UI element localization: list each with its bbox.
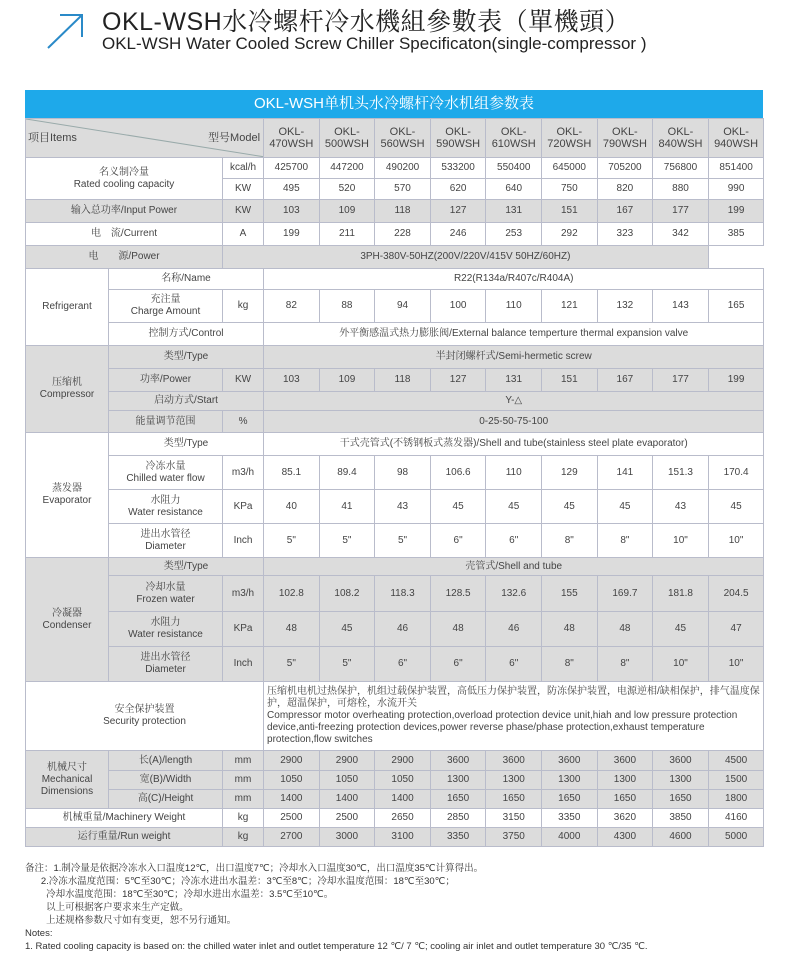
- value-cell: 5": [319, 524, 375, 558]
- row-label: 控制方式/Control: [109, 323, 264, 346]
- value-cell: 228: [375, 223, 431, 246]
- value-cell: 292: [542, 223, 598, 246]
- unit: kg: [223, 828, 264, 847]
- value-cell: 550400: [486, 158, 542, 179]
- value-cell: 1300: [653, 771, 709, 790]
- row-label: 类型/Type: [109, 433, 264, 456]
- note-line: 以上可根据客户要求来生产定做。: [25, 902, 189, 913]
- value-cell: 1300: [430, 771, 486, 790]
- value-cell: 1800: [708, 790, 764, 809]
- value-cell: 43: [375, 490, 431, 524]
- value-cell: 127: [430, 369, 486, 392]
- table-row: [26, 490, 764, 524]
- unit: kcal/h: [223, 158, 264, 179]
- value-cell: 10": [653, 524, 709, 558]
- value-cell: 323: [597, 223, 653, 246]
- row-label: 类型/Type: [109, 346, 264, 369]
- value-cell: 109: [319, 200, 375, 223]
- table-row: [26, 323, 764, 346]
- table-title: OKL-WSH单机头水冷螺杆冷水机组参数表: [25, 90, 763, 118]
- unit: m3/h: [223, 576, 264, 612]
- value-cell: 109: [319, 369, 375, 392]
- value-cell: 2650: [375, 809, 431, 828]
- value-cell: 199: [708, 200, 764, 223]
- value-cell: 8": [597, 647, 653, 682]
- value-cell: 2850: [430, 809, 486, 828]
- table-row: [26, 576, 764, 612]
- table-row: [26, 524, 764, 558]
- merged-value: 半封闭螺杆式/Semi-hermetic screw: [264, 346, 764, 369]
- table-row: [26, 456, 764, 490]
- value-cell: 88: [319, 290, 375, 323]
- merged-value: 壳管式/Shell and tube: [264, 558, 764, 576]
- value-cell: 3750: [486, 828, 542, 847]
- table-row: [26, 269, 764, 290]
- value-cell: 2500: [319, 809, 375, 828]
- table-row: [26, 558, 764, 576]
- unit: KPa: [223, 612, 264, 647]
- value-cell: 6": [486, 647, 542, 682]
- value-cell: 3600: [653, 751, 709, 771]
- value-cell: 46: [375, 612, 431, 647]
- value-cell: 165: [708, 290, 764, 323]
- value-cell: 48: [430, 612, 486, 647]
- value-cell: 10": [653, 647, 709, 682]
- value-cell: 3620: [597, 809, 653, 828]
- value-cell: 118: [375, 369, 431, 392]
- value-cell: 131: [486, 369, 542, 392]
- group-label: 冷凝器 Condenser: [26, 558, 109, 682]
- table-row: [26, 411, 764, 433]
- note-line: 上述规格参数尺寸如有变更，恕不另行通知。: [25, 915, 237, 926]
- value-cell: 106.6: [430, 456, 486, 490]
- table-row: [26, 828, 764, 847]
- value-cell: 1650: [653, 790, 709, 809]
- model-header: OKL- 500WSH: [319, 119, 375, 158]
- row-label: 长(A)/length: [109, 751, 223, 771]
- value-cell: 82: [264, 290, 320, 323]
- group-label: Refrigerant: [26, 269, 109, 346]
- row-label: 输入总功率/Input Power: [26, 200, 223, 223]
- row-label: 名义制冷量 Rated cooling capacity: [26, 158, 223, 200]
- value-cell: 48: [542, 612, 598, 647]
- value-cell: 1650: [542, 790, 598, 809]
- items-model-header: [26, 119, 264, 158]
- value-cell: 167: [597, 369, 653, 392]
- value-cell: 40: [264, 490, 320, 524]
- row-label: 安全保护装置 Security protection: [26, 682, 264, 751]
- value-cell: 385: [708, 223, 764, 246]
- value-cell: 45: [319, 612, 375, 647]
- unit: Inch: [223, 647, 264, 682]
- value-cell: 3000: [319, 828, 375, 847]
- value-cell: 127: [430, 200, 486, 223]
- value-cell: 45: [430, 490, 486, 524]
- value-cell: 108.2: [319, 576, 375, 612]
- table-row: [26, 682, 764, 751]
- value-cell: 570: [375, 179, 431, 200]
- table-row: [26, 290, 764, 323]
- value-cell: 110: [486, 290, 542, 323]
- group-label: 压缩机 Compressor: [26, 346, 109, 433]
- value-cell: 155: [542, 576, 598, 612]
- group-label: 机械尺寸 Mechanical Dimensions: [26, 751, 109, 809]
- model-header: OKL- 560WSH: [375, 119, 431, 158]
- table-row: [26, 647, 764, 682]
- unit: KPa: [223, 490, 264, 524]
- row-label: 能量调节范围: [109, 411, 223, 433]
- value-cell: 5": [264, 524, 320, 558]
- value-cell: 121: [542, 290, 598, 323]
- note-line: 1. Rated cooling capacity is based on: the chilled water inlet and outlet temperature 12 ℃/ 7 ℃; cooling air inlet and outlet temperature 30 ℃/35 ℃.: [25, 941, 648, 952]
- value-cell: 98: [375, 456, 431, 490]
- value-cell: 3600: [486, 751, 542, 771]
- merged-value: 3PH-380V-50HZ(200V/220V/415V 50HZ/60HZ): [223, 246, 709, 269]
- value-cell: 495: [264, 179, 320, 200]
- merged-value: 干式壳管式(不锈钢板式蒸发器)/Shell and tube(stainless steel plate evaporator): [264, 433, 764, 456]
- row-label: 宽(B)/Width: [109, 771, 223, 790]
- table-row: [26, 200, 764, 223]
- value-cell: 2900: [264, 751, 320, 771]
- value-cell: 45: [542, 490, 598, 524]
- header-row: [26, 119, 764, 158]
- unit: %: [223, 411, 264, 433]
- value-cell: 151: [542, 369, 598, 392]
- value-cell: 640: [486, 179, 542, 200]
- value-cell: 1400: [375, 790, 431, 809]
- value-cell: 6": [375, 647, 431, 682]
- table-row: [26, 751, 764, 771]
- value-cell: 5": [264, 647, 320, 682]
- unit: A: [223, 223, 264, 246]
- value-cell: 41: [319, 490, 375, 524]
- value-cell: 5000: [708, 828, 764, 847]
- unit: kg: [223, 290, 264, 323]
- value-cell: 1500: [708, 771, 764, 790]
- value-cell: 2900: [375, 751, 431, 771]
- value-cell: 48: [597, 612, 653, 647]
- value-cell: 520: [319, 179, 375, 200]
- value-cell: 43: [653, 490, 709, 524]
- value-cell: 177: [653, 369, 709, 392]
- value-cell: 1300: [542, 771, 598, 790]
- value-cell: 490200: [375, 158, 431, 179]
- unit: KW: [223, 179, 264, 200]
- value-cell: 2700: [264, 828, 320, 847]
- value-cell: 6": [430, 647, 486, 682]
- model-header: OKL- 590WSH: [430, 119, 486, 158]
- value-cell: 5": [375, 524, 431, 558]
- value-cell: 4300: [597, 828, 653, 847]
- row-label: 水阻力 Water resistance: [109, 490, 223, 524]
- unit: mm: [223, 771, 264, 790]
- value-cell: 3350: [542, 809, 598, 828]
- merged-value: 压缩机电机过热保护，机组过载保护装置，高低压力保护装置，防冻保护装置，电源逆相/缺相保护，排气温度保护，超温保护，可熔栓，水流开关 Compressor motor overheating protection,overload protection device unit,hiah and low pressure protection device,anti-freezing protection devices,power reverse phase/phase protection,exhaust temperature protection,flow switches: [264, 682, 764, 751]
- table-row: [26, 612, 764, 647]
- note-line: 备注：1.制冷量是依据冷冻水入口温度12℃，出口温度7℃；冷却水入口温度30℃，出口温度35℃计算得出。: [25, 863, 484, 874]
- value-cell: 118: [375, 200, 431, 223]
- value-cell: 151: [542, 200, 598, 223]
- value-cell: 533200: [430, 158, 486, 179]
- value-cell: 199: [264, 223, 320, 246]
- row-label: 电 源/Power: [26, 246, 223, 269]
- table-row: [26, 346, 764, 369]
- unit: Inch: [223, 524, 264, 558]
- row-label: 充注量 Charge Amount: [109, 290, 223, 323]
- merged-value: R22(R134a/R407c/R404A): [264, 269, 764, 290]
- row-label: 高(C)/Height: [109, 790, 223, 809]
- unit: mm: [223, 751, 264, 771]
- note-line: 冷却水温度范围：18℃至30℃；冷却水进出水温差：3.5℃至10℃。: [25, 889, 334, 900]
- value-cell: 851400: [708, 158, 764, 179]
- value-cell: 1400: [264, 790, 320, 809]
- value-cell: 211: [319, 223, 375, 246]
- value-cell: 990: [708, 179, 764, 200]
- note-line: 2.冷冻水温度范围：5℃至30℃；冷冻水进出水温差：3℃至8℃；冷却水温度范围：18℃至30℃；: [25, 876, 455, 887]
- value-cell: 151.3: [653, 456, 709, 490]
- table-row: [26, 392, 764, 411]
- table-row: [26, 246, 764, 269]
- value-cell: 3850: [653, 809, 709, 828]
- value-cell: 10": [708, 647, 764, 682]
- row-label: 进出水管径 Diameter: [109, 524, 223, 558]
- value-cell: 8": [542, 524, 598, 558]
- value-cell: 47: [708, 612, 764, 647]
- value-cell: 103: [264, 200, 320, 223]
- value-cell: 85.1: [264, 456, 320, 490]
- merged-value: Y-△: [264, 392, 764, 411]
- table-row: [26, 809, 764, 828]
- notes: [25, 862, 648, 953]
- value-cell: 100: [430, 290, 486, 323]
- model-header: OKL- 470WSH: [264, 119, 320, 158]
- value-cell: 4000: [542, 828, 598, 847]
- table-row: [26, 433, 764, 456]
- value-cell: 199: [708, 369, 764, 392]
- value-cell: 756800: [653, 158, 709, 179]
- merged-value: 外平衡感温式热力膨胀阀/External balance temperture thermal expansion valve: [264, 323, 764, 346]
- row-label: 冷却水量 Frozen water: [109, 576, 223, 612]
- unit: KW: [223, 200, 264, 223]
- table-row: [26, 158, 764, 179]
- value-cell: 110: [486, 456, 542, 490]
- row-label: 运行重量/Run weight: [26, 828, 223, 847]
- value-cell: 45: [597, 490, 653, 524]
- value-cell: 48: [264, 612, 320, 647]
- unit: KW: [223, 369, 264, 392]
- value-cell: 1050: [319, 771, 375, 790]
- value-cell: 170.4: [708, 456, 764, 490]
- value-cell: 1050: [264, 771, 320, 790]
- value-cell: 4600: [653, 828, 709, 847]
- value-cell: 1400: [319, 790, 375, 809]
- value-cell: 620: [430, 179, 486, 200]
- items-label: 项目Items: [28, 132, 77, 144]
- value-cell: 45: [653, 612, 709, 647]
- value-cell: 750: [542, 179, 598, 200]
- value-cell: 3600: [597, 751, 653, 771]
- value-cell: 342: [653, 223, 709, 246]
- value-cell: 3350: [430, 828, 486, 847]
- spec-table: [25, 118, 764, 847]
- value-cell: 204.5: [708, 576, 764, 612]
- value-cell: 4160: [708, 809, 764, 828]
- page-subtitle: OKL-WSH Water Cooled Screw Chiller Specificaton(single-compressor ): [102, 34, 647, 53]
- model-label: 型号Model: [208, 132, 261, 144]
- unit: kg: [223, 809, 264, 828]
- value-cell: 246: [430, 223, 486, 246]
- arrow-up-right-icon: [46, 12, 86, 50]
- group-label: 蒸发器 Evaporator: [26, 433, 109, 558]
- value-cell: 128.5: [430, 576, 486, 612]
- value-cell: 132.6: [486, 576, 542, 612]
- row-label: 机械重量/Machinery Weight: [26, 809, 223, 828]
- row-label: 进出水管径 Diameter: [109, 647, 223, 682]
- value-cell: 705200: [597, 158, 653, 179]
- value-cell: 1650: [486, 790, 542, 809]
- value-cell: 143: [653, 290, 709, 323]
- value-cell: 169.7: [597, 576, 653, 612]
- value-cell: 253: [486, 223, 542, 246]
- row-label: 水阻力 Water resistance: [109, 612, 223, 647]
- value-cell: 45: [486, 490, 542, 524]
- value-cell: 141: [597, 456, 653, 490]
- table-row: [26, 223, 764, 246]
- value-cell: 177: [653, 200, 709, 223]
- value-cell: 1300: [597, 771, 653, 790]
- value-cell: 8": [542, 647, 598, 682]
- value-cell: 6": [430, 524, 486, 558]
- value-cell: 2500: [264, 809, 320, 828]
- table-row: [26, 771, 764, 790]
- value-cell: 10": [708, 524, 764, 558]
- row-label: 类型/Type: [109, 558, 264, 576]
- value-cell: 5": [319, 647, 375, 682]
- value-cell: 118.3: [375, 576, 431, 612]
- table-row: [26, 790, 764, 809]
- merged-value: 0-25-50-75-100: [264, 411, 764, 433]
- value-cell: 3150: [486, 809, 542, 828]
- value-cell: 2900: [319, 751, 375, 771]
- note-line: Notes:: [25, 928, 53, 939]
- page-title: OKL-WSH水冷螺杆冷水機組參數表（單機頭）: [102, 8, 631, 36]
- value-cell: 1650: [430, 790, 486, 809]
- value-cell: 46: [486, 612, 542, 647]
- value-cell: 89.4: [319, 456, 375, 490]
- value-cell: 4500: [708, 751, 764, 771]
- model-header: OKL- 720WSH: [542, 119, 598, 158]
- value-cell: 880: [653, 179, 709, 200]
- value-cell: 167: [597, 200, 653, 223]
- value-cell: 425700: [264, 158, 320, 179]
- value-cell: 131: [486, 200, 542, 223]
- value-cell: 181.8: [653, 576, 709, 612]
- unit: mm: [223, 790, 264, 809]
- value-cell: 102.8: [264, 576, 320, 612]
- value-cell: 447200: [319, 158, 375, 179]
- model-header: OKL- 840WSH: [653, 119, 709, 158]
- row-label: 冷冻水量 Chilled water flow: [109, 456, 223, 490]
- model-header: OKL- 790WSH: [597, 119, 653, 158]
- value-cell: 103: [264, 369, 320, 392]
- row-label: 电 流/Current: [26, 223, 223, 246]
- unit: m3/h: [223, 456, 264, 490]
- value-cell: 3600: [430, 751, 486, 771]
- value-cell: 132: [597, 290, 653, 323]
- value-cell: 6": [486, 524, 542, 558]
- value-cell: 3600: [542, 751, 598, 771]
- table-row: [26, 369, 764, 392]
- value-cell: 94: [375, 290, 431, 323]
- value-cell: 1650: [597, 790, 653, 809]
- value-cell: 8": [597, 524, 653, 558]
- value-cell: 3100: [375, 828, 431, 847]
- row-label: 功率/Power: [109, 369, 223, 392]
- row-label: 启动方式/Start: [109, 392, 264, 411]
- value-cell: 820: [597, 179, 653, 200]
- row-label: 名称/Name: [109, 269, 264, 290]
- value-cell: 1300: [486, 771, 542, 790]
- model-header: OKL- 940WSH: [708, 119, 764, 158]
- value-cell: 45: [708, 490, 764, 524]
- value-cell: 129: [542, 456, 598, 490]
- value-cell: 1050: [375, 771, 431, 790]
- value-cell: 645000: [542, 158, 598, 179]
- model-header: OKL- 610WSH: [486, 119, 542, 158]
